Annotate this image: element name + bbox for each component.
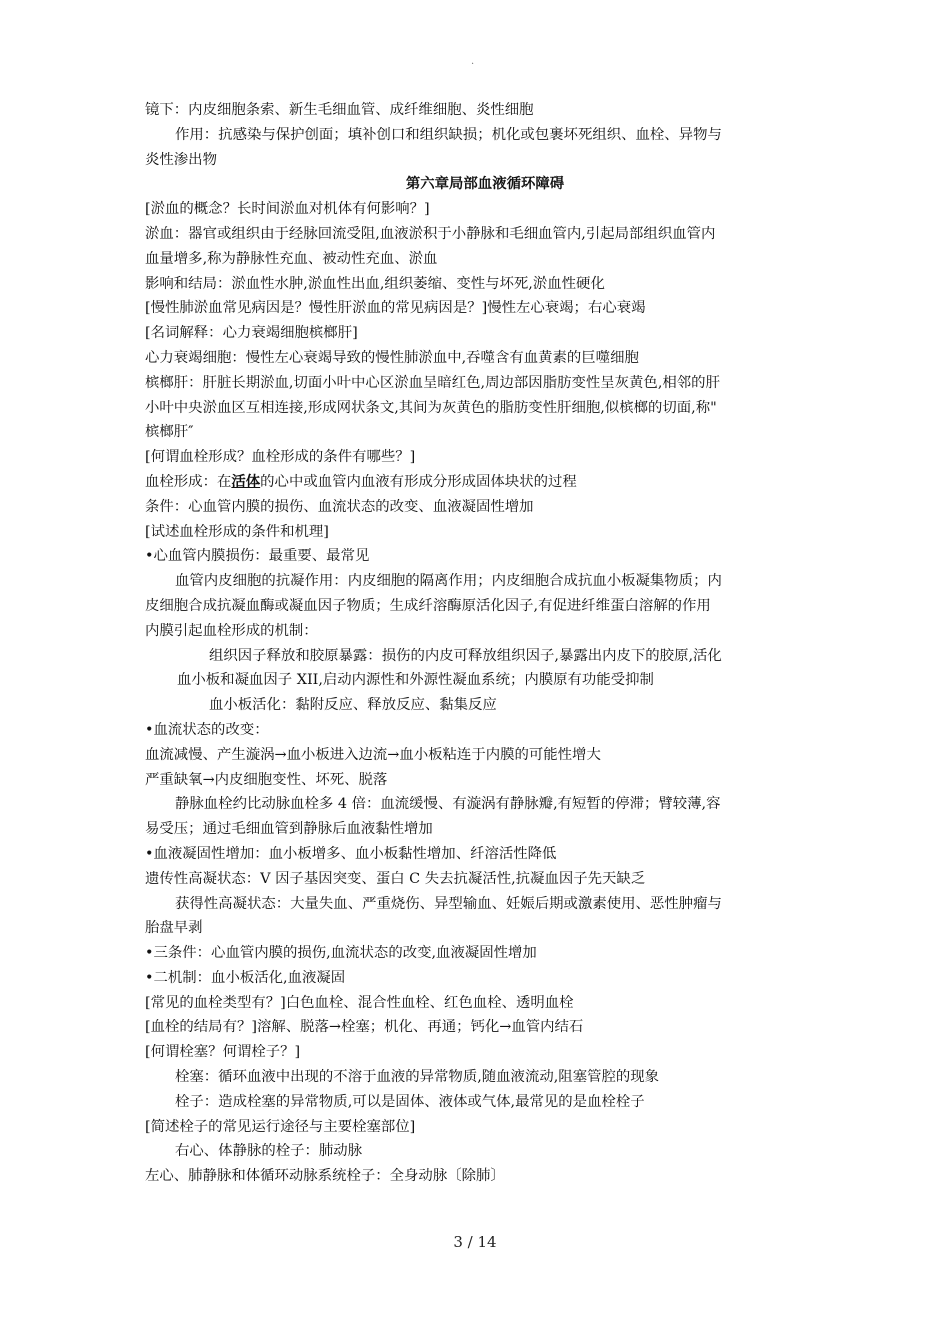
page-body [145, 98, 825, 1189]
text-line: 皮细胞合成抗凝血酶或凝血因子物质；生成纤溶酶原活化因子,有促进纤维蛋白溶解的作用 [145, 597, 711, 614]
text-line: 严重缺氧→内皮细胞变性、坏死、脱落 [145, 771, 388, 788]
bullet-line: •三条件：心血管内膜的损伤,血流状态的改变,血液凝固性增加 [145, 945, 537, 962]
text-line: 血管内皮细胞的抗凝作用：内皮细胞的隔离作用；内皮细胞合成抗血小板凝集物质；内 [175, 573, 722, 590]
text-line: 静脉血栓约比动脉血栓多 4 倍：血流缓慢、有漩涡有静脉瓣,有短暂的停滞；臂较薄,容 [175, 796, 721, 813]
text-line: 作用：抗感染与保护创面；填补创口和组织缺损；机化或包裹坏死组织、血栓、异物与 [175, 126, 722, 143]
text-line: 炎性渗出物 [145, 151, 217, 168]
text-line: 血量增多,称为静脉性充血、被动性充血、淤血 [145, 250, 438, 267]
text-line: 血小板活化：黏附反应、释放反应、黏集反应 [209, 697, 497, 714]
text-line: 遗传性高凝状态：V 因子基因突变、蛋白 C 失去抗凝活性,抗凝血因子先天缺乏 [145, 870, 646, 887]
bullet-line: •血流状态的改变： [145, 721, 269, 738]
question-line: [淤血的概念？长时间淤血对机体有何影响？] [145, 201, 430, 218]
text-line: 血流减慢、产生漩涡→血小板进入边流→血小板粘连于内膜的可能性增大 [145, 746, 601, 763]
text-line: 右心、体静脉的栓子：肺动脉 [175, 1143, 363, 1160]
text-line: 槟榔肝″ [145, 424, 194, 441]
bullet-line: •血液凝固性增加：血小板增多、血小板黏性增加、纤溶活性降低 [145, 845, 557, 862]
question-line: [何谓血栓形成？血栓形成的条件有哪些？] [145, 449, 416, 466]
question-line: [试述血栓形成的条件和机理] [145, 523, 329, 540]
question-line: [名词解释：心力衰竭细胞槟榔肝] [145, 325, 358, 342]
text-line: 槟榔肝：肝脏长期淤血,切面小叶中心区淤血呈暗红色,周边部因脂肪变性呈灰黄色,相邻的肝 [145, 374, 720, 391]
bullet-line: •二机制：血小板活化,血液凝固 [145, 969, 346, 986]
text-line: 影响和结局：淤血性水肿,淤血性出血,组织萎缩、变性与坏死,淤血性硬化 [145, 275, 605, 292]
text-line: 心力衰竭细胞：慢性左心衰竭导致的慢性肺淤血中,吞噬含有血黄素的巨噬细胞 [145, 349, 639, 366]
text-line: 易受压；通过毛细血管到静脉后血液黏性增加 [145, 821, 433, 838]
text-segment: 的心中或血管内血液有形成分形成固体块状的过程 [260, 473, 577, 490]
text-line: 条件：心血管内膜的损伤、血流状态的改变、血液凝固性增加 [145, 498, 534, 515]
top-mark: . [471, 56, 475, 67]
emphasis-text: 活体 [231, 472, 261, 490]
text-line: 内膜引起血栓形成的机制： [145, 622, 318, 639]
question-line: [慢性肺淤血常见病因是？慢性肝淤血的常见病因是？]慢性左心衰竭；右心衰竭 [145, 300, 646, 317]
chapter-heading: 第六章局部血液循环障碍 [405, 175, 565, 193]
thrombosis-definition [145, 470, 825, 495]
text-line: 血小板和凝血因子 XII,启动内源性和外源性凝血系统；内膜原有功能受抑制 [177, 672, 654, 689]
text-line: 栓子：造成栓塞的异常物质,可以是固体、液体或气体,最常见的是血栓栓子 [175, 1093, 645, 1110]
page-number: 3 / 14 [453, 1233, 497, 1251]
text-line: 组织因子释放和胶原暴露：损伤的内皮可释放组织因子,暴露出内皮下的胶原,活化 [209, 647, 722, 664]
text-line: 栓塞：循环血液中出现的不溶于血液的异常物质,随血液流动,阻塞管腔的现象 [175, 1069, 660, 1086]
text-line: 镜下：内皮细胞条索、新生毛细血管、成纤维细胞、炎性细胞 [145, 102, 534, 118]
text-segment: 血栓形成：在 [145, 473, 232, 490]
text-line: 左心、肺静脉和体循环动脉系统栓子：全身动脉〔除肺〕 [145, 1168, 505, 1185]
text-line: 获得性高凝状态：大量失血、严重烧伤、异型输血、妊娠后期或激素使用、恶性肿瘤与 [175, 895, 722, 912]
text-line: 胎盘早剥 [145, 920, 203, 937]
question-line: [血栓的结局有？]溶解、脱落→栓塞；机化、再通；钙化→血管内结石 [145, 1019, 584, 1036]
question-line: [何谓栓塞？何谓栓子？] [145, 1044, 301, 1061]
text-line: 淤血：器官或组织由于经脉回流受阻,血液淤积于小静脉和毛细血管内,引起局部组织血管内 [145, 225, 716, 242]
question-line: [常见的血栓类型有？]白色血栓、混合性血栓、红色血栓、透明血栓 [145, 994, 574, 1011]
text-line: 小叶中央淤血区互相连接,形成网状条文,其间为灰黄色的脂肪变性肝细胞,似槟榔的切面,称" [145, 399, 717, 416]
bullet-line: •心血管内膜损伤：最重要、最常见 [145, 548, 370, 565]
question-line: [简述栓子的常见运行途径与主要栓塞部位] [145, 1118, 416, 1135]
